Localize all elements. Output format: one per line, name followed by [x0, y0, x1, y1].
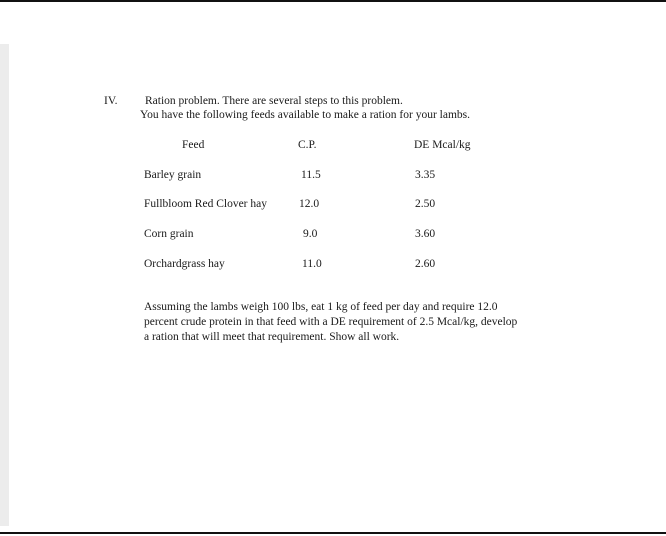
problem-number: IV.: [104, 95, 118, 107]
row-cp-barley: 11.5: [301, 169, 321, 181]
row-de-clover: 2.50: [415, 198, 436, 210]
row-de-barley: 3.35: [415, 169, 436, 181]
header-feed: Feed: [182, 139, 205, 151]
top-rule: [0, 0, 666, 2]
row-feed-orchardgrass: Orchardgrass hay: [144, 258, 225, 270]
row-feed-barley: Barley grain: [144, 169, 202, 181]
problem-intro-line-2: You have the following feeds available to make a ration for your lambs.: [140, 109, 471, 121]
row-feed-corn: Corn grain: [144, 228, 194, 240]
row-cp-orchardgrass: 11.0: [302, 258, 322, 270]
page-gutter: [0, 44, 9, 526]
row-cp-corn: 9.0: [303, 228, 318, 240]
row-cp-clover: 12.0: [299, 198, 320, 210]
question-line-3: a ration that will meet that requirement. Show all work.: [144, 331, 400, 343]
bottom-rule: [0, 532, 666, 534]
row-feed-clover: Fullbloom Red Clover hay: [144, 198, 267, 210]
row-de-orchardgrass: 2.60: [415, 258, 436, 270]
header-cp: C.P.: [298, 139, 317, 151]
header-de: DE Mcal/kg: [414, 139, 471, 151]
problem-intro-line-1: Ration problem. There are several steps to this problem.: [145, 95, 403, 107]
question-line-2: percent crude protein in that feed with a DE requirement of 2.5 Mcal/kg, develop: [144, 316, 518, 328]
question-line-1: Assuming the lambs weigh 100 lbs, eat 1 kg of feed per day and require 12.0: [144, 301, 498, 313]
row-de-corn: 3.60: [415, 228, 436, 240]
